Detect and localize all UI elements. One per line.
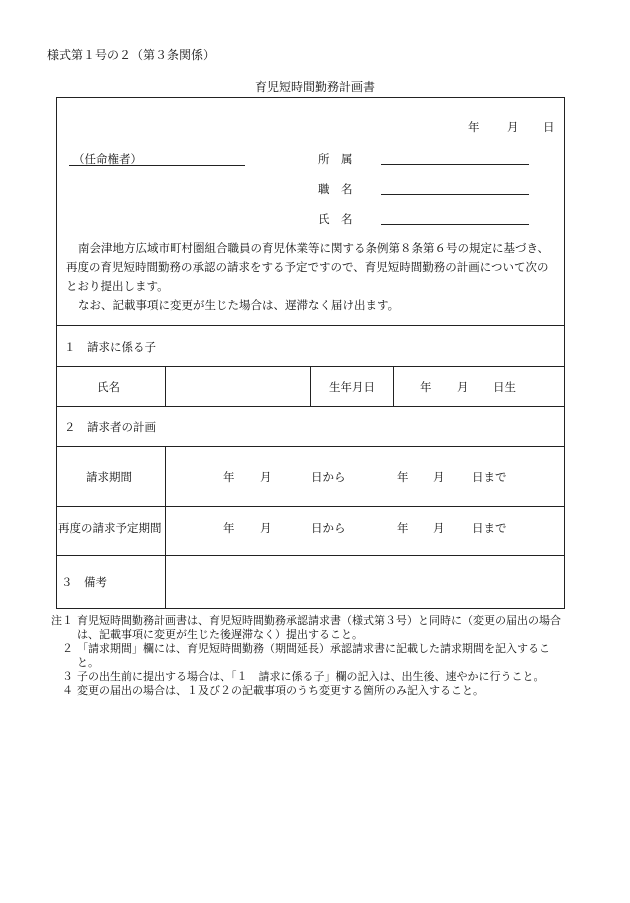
column-line — [310, 366, 311, 406]
date-day-label: 日 — [543, 120, 555, 134]
child-name-label: 氏名 — [97, 380, 120, 394]
statement-note: なお、記載事項に変更が生じた場合は、遅滞なく届け出ます。 — [78, 298, 400, 312]
note-number: ２ — [62, 642, 73, 655]
section1-title: １ 請求に係る子 — [64, 340, 156, 354]
name-field[interactable] — [381, 224, 529, 225]
affiliation-label: 所 属 — [318, 152, 353, 166]
replan-end-month: 月 — [433, 521, 445, 535]
date-year-label: 年 — [468, 120, 480, 134]
section3-title: ３ 備考 — [61, 575, 107, 589]
note-text: 変更の届出の場合は、１及び２の記載事項のうち変更する箇所のみ記入すること。 — [77, 684, 484, 697]
form-id: 様式第１号の２（第３条関係） — [47, 48, 216, 62]
replan-start-year: 年 — [223, 521, 235, 535]
date-month-label: 月 — [507, 120, 519, 134]
period-end-month: 月 — [433, 470, 445, 484]
note-item — [47, 642, 567, 670]
replan-start-day: 日から — [311, 521, 346, 535]
document-title: 育児短時間勤務計画書 — [254, 80, 375, 94]
section2-title: ２ 請求者の計画 — [64, 420, 156, 434]
note-number: ４ — [62, 684, 73, 697]
addressee-label: （任命権者） — [73, 152, 142, 166]
note-text: 育児短時間勤務計画書は、育児短時間勤務承認請求書（様式第３号）と同時に（変更の届出の場合は、記載事項に変更が生じた後遅滞なく）提出すること。 — [77, 614, 561, 641]
birth-day-label: 日生 — [493, 380, 516, 394]
note-item — [47, 614, 567, 642]
period-end-year: 年 — [397, 470, 409, 484]
note-item — [47, 670, 567, 684]
note-text: 子の出生前に提出する場合は、「１ 請求に係る子」欄の記入は、出生後、速やかに行うこと。 — [77, 670, 545, 683]
note-number: ３ — [62, 670, 73, 683]
request-period-label: 請求期間 — [86, 470, 132, 484]
period-start-year: 年 — [223, 470, 235, 484]
period-start-month: 月 — [260, 470, 272, 484]
position-label: 職 名 — [318, 182, 353, 196]
name-label: 氏 名 — [318, 212, 353, 226]
statement-text: 南会津地方広域市町村圏組合職員の育児休業等に関する条例第８条第６号の規定に基づき、再度の育児短時間勤務の承認の請求をする予定ですので、育児短時間勤務の計画について次のとおり提出します。 — [66, 241, 550, 293]
replan-start-month: 月 — [260, 521, 272, 535]
period-end-day: 日まで — [472, 470, 507, 484]
replan-end-day: 日まで — [472, 521, 507, 535]
replan-period-label: 再度の請求予定期間 — [58, 521, 162, 535]
note-number: 注１ — [51, 614, 73, 627]
divider-line — [56, 325, 565, 326]
remarks-field[interactable] — [166, 556, 564, 608]
period-start-day: 日から — [311, 470, 346, 484]
replan-end-year: 年 — [397, 521, 409, 535]
birth-date-label: 生年月日 — [329, 380, 375, 394]
affiliation-field[interactable] — [381, 164, 529, 165]
notes-list — [47, 614, 567, 698]
addressee-field[interactable] — [69, 165, 245, 166]
child-name-field[interactable] — [166, 367, 309, 405]
note-text: 「請求期間」欄には、育児短時間勤務（期間延長）承認請求書に記載した請求期間を記入すること。 — [77, 642, 550, 669]
birth-month-label: 月 — [457, 380, 469, 394]
position-field[interactable] — [381, 194, 529, 195]
divider-line — [56, 406, 565, 407]
birth-year-label: 年 — [420, 380, 432, 394]
note-item — [47, 684, 567, 698]
